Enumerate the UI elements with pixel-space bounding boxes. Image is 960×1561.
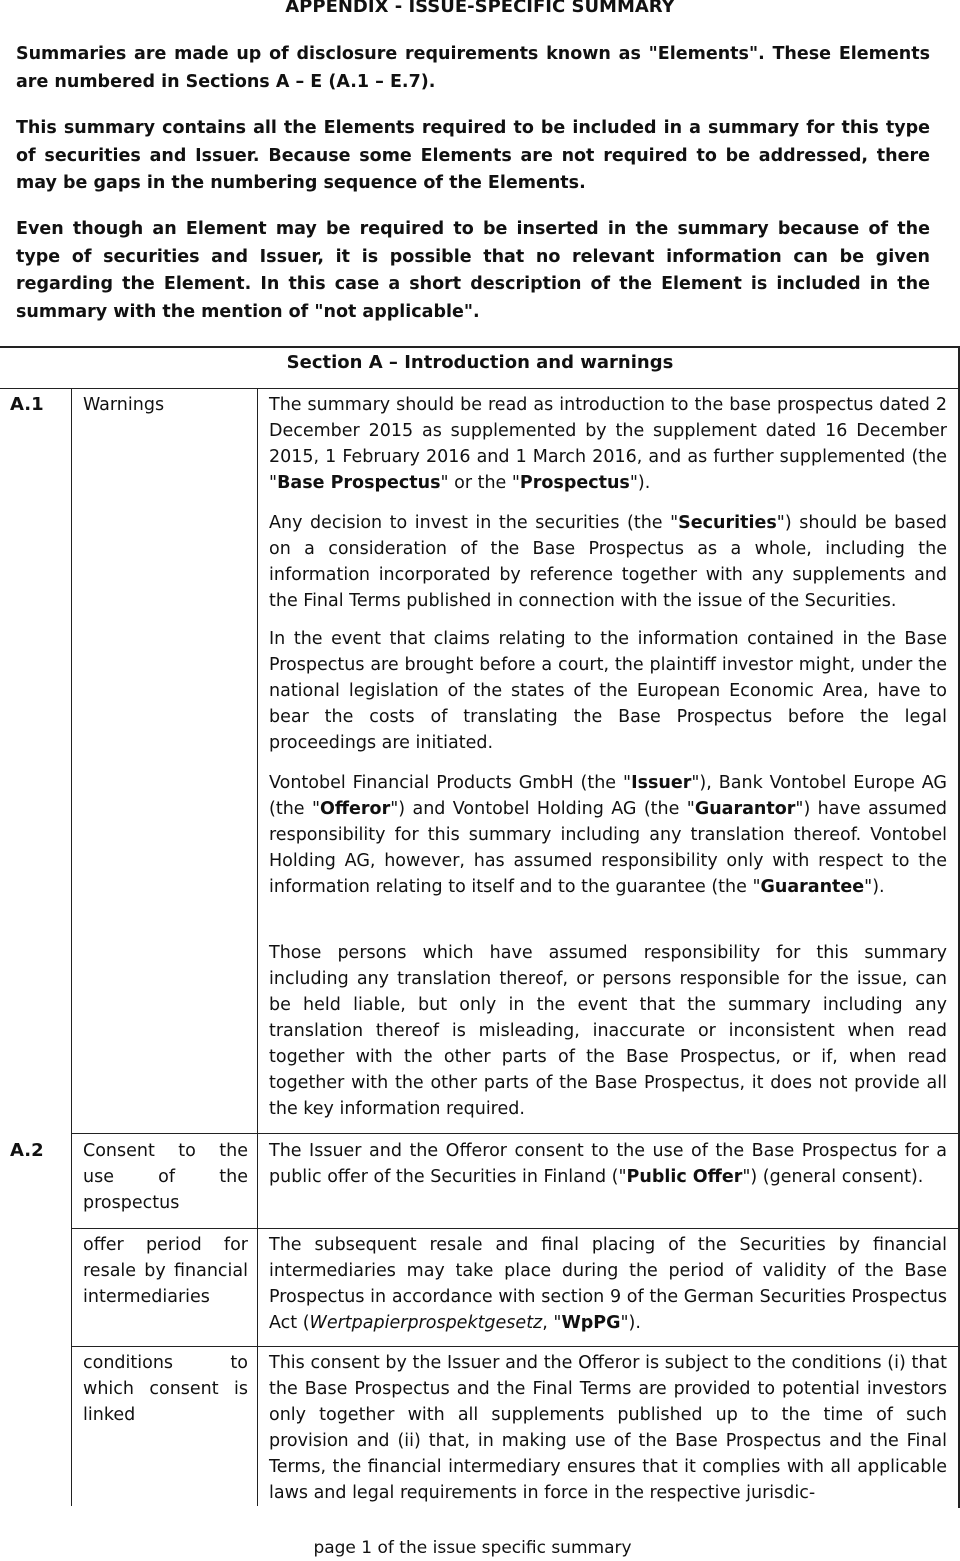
a2-offer-period-text: The subsequent resale and final placing of the Securities by financial intermediaries may take place during the period of validity of the Base Prospectus in accordance with section 9 of the German Securities Prospectus Act (Wertpapierprospektgesetz, "WpPG"). (269, 1235, 947, 1333)
intro-paragraph-1: Summaries are made up of disclosure requirements known as "Elements". These Elements are numbered in Sections A – E (A.1 – E.7). (16, 44, 930, 92)
a1-paragraph-3: In the event that claims relating to the information contained in the Base Prospectus are brought before a court, the plaintiff investor might, under the national legislation of the states of the European Economic Area, have to bear the costs of translating the Base Prospectus before the legal proceedings are initiated. (269, 629, 947, 753)
a2-conditions-text: This consent by the Issuer and the Offeror is subject to the conditions (i) that the Base Prospectus and the Final Terms are provided to potential investors only together with all supplements published up to the time of such provision and (ii) that, in making use of the Base Prospectus and the Final Terms, the financial intermediary ensures that it complies with all applicable laws and legal requirements in force in the respective jurisdic- (269, 1353, 947, 1503)
a1-paragraph-2: Any decision to invest in the securities (the "Securities") should be based on a consideration of the Base Prospectus as a whole, including the information incorporated by reference together with any supplements and the Final Terms published in connection with the issue of the Securities. (269, 513, 947, 611)
element-name-offer-period: offer period for resale by financial intermediaries (83, 1235, 248, 1307)
intro-paragraph-2: This summary contains all the Elements required to be included in a summary for this type of securities and Issuer. Because some Elements are not required to be addressed, there may be gaps in the numbering sequence of the Elements. (16, 118, 930, 193)
id-column-divider (71, 388, 72, 1506)
page-footer: page 1 of the issue specific summary (313, 1538, 632, 1558)
section-a-heading: Section A – Introduction and warnings (286, 352, 674, 373)
a1-paragraph-4: Vontobel Financial Products GmbH (the "Issuer"), Bank Vontobel Europe AG (the "Offeror") and Vontobel Holding AG (the "Guarantor") have assumed responsibility for this summary including any translation thereof. Vontobel Holding AG, however, has assumed responsibility only with respect to the information relating to itself and to the guarantee (the "Guarantee"). (269, 773, 947, 897)
element-name-conditions: conditions to which consent is linked (83, 1353, 248, 1425)
intro-paragraph-3: Even though an Element may be required to be inserted in the summary because of the type of securities and Issuer, it is possible that no relevant information can be given regarding the Element. In this case a short description of the Element is included in the summary with the mention of "not applicable". (16, 219, 930, 322)
element-id-a1: A.1 (10, 394, 44, 415)
row-divider-a2 (71, 1133, 960, 1134)
subrow-divider-1 (71, 1228, 960, 1229)
name-column-divider (257, 388, 258, 1506)
element-id-a2: A.2 (10, 1140, 44, 1161)
element-name-warnings: Warnings (83, 395, 165, 415)
a1-paragraph-5: Those persons which have assumed responsibility for this summary including any translation thereof, or persons responsible for the issue, can be held liable, but only in the event that the summary including any translation thereof is misleading, inaccurate or inconsistent when read together with the other parts of the Base Prospectus, or if, when read together with the other parts of the Base Prospectus, it does not provide all the key information required. (269, 943, 947, 1119)
a2-consent-text: The Issuer and the Offeror consent to the use of the Base Prospectus for a public offer of the Securities in Finland ("Public Offer") (general consent). (269, 1141, 947, 1187)
section-divider (0, 388, 960, 389)
page-title: APPENDIX - ISSUE-SPECIFIC SUMMARY (285, 0, 675, 17)
subrow-divider-2 (71, 1346, 960, 1347)
element-name-consent: Consent to the use of the prospectus (83, 1141, 248, 1213)
a1-paragraph-1: The summary should be read as introduction to the base prospectus dated 2 December 2015 as supplemented by the supplement dated 16 December 2015, 1 February 2016 and 1 March 2016, and as further supplemented (the "Base Prospectus" or the "Prospectus"). (269, 395, 947, 493)
